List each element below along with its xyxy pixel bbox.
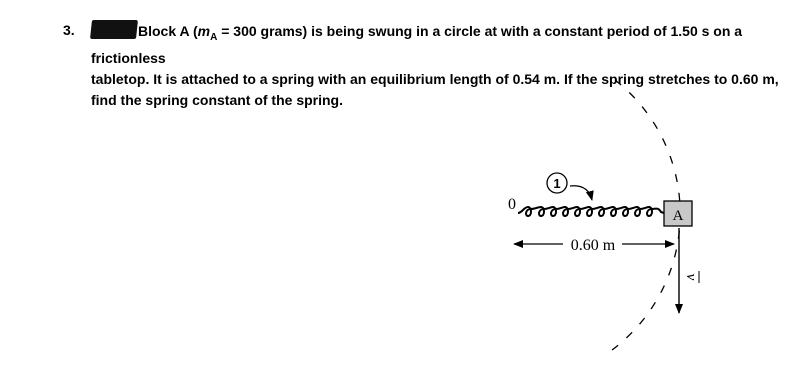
marker-pointer-arrow	[570, 186, 592, 200]
problem-line-2: tabletop. It is attached to a spring with an equilibrium length of 0.54 m. If the spring stretches to 0.60 m,	[91, 70, 779, 87]
velocity-label: v	[683, 273, 699, 281]
distance-label: 0.60 m	[570, 237, 616, 254]
origin-label: 0	[508, 196, 516, 213]
problem-number: 3.	[63, 22, 75, 38]
problem-line-3: find the spring constant of the spring.	[91, 91, 343, 108]
marker-label: 1	[553, 176, 561, 191]
mass-symbol: m	[197, 23, 211, 39]
spring-coil-icon	[518, 207, 664, 216]
block-label: A	[672, 208, 684, 224]
mass-subscript: A	[210, 31, 218, 43]
problem-line-1: Block A ($m_A = 300$ grams) is being swung in a circle at with a constant period of 1.50 s on a frictionless	[91, 23, 743, 66]
